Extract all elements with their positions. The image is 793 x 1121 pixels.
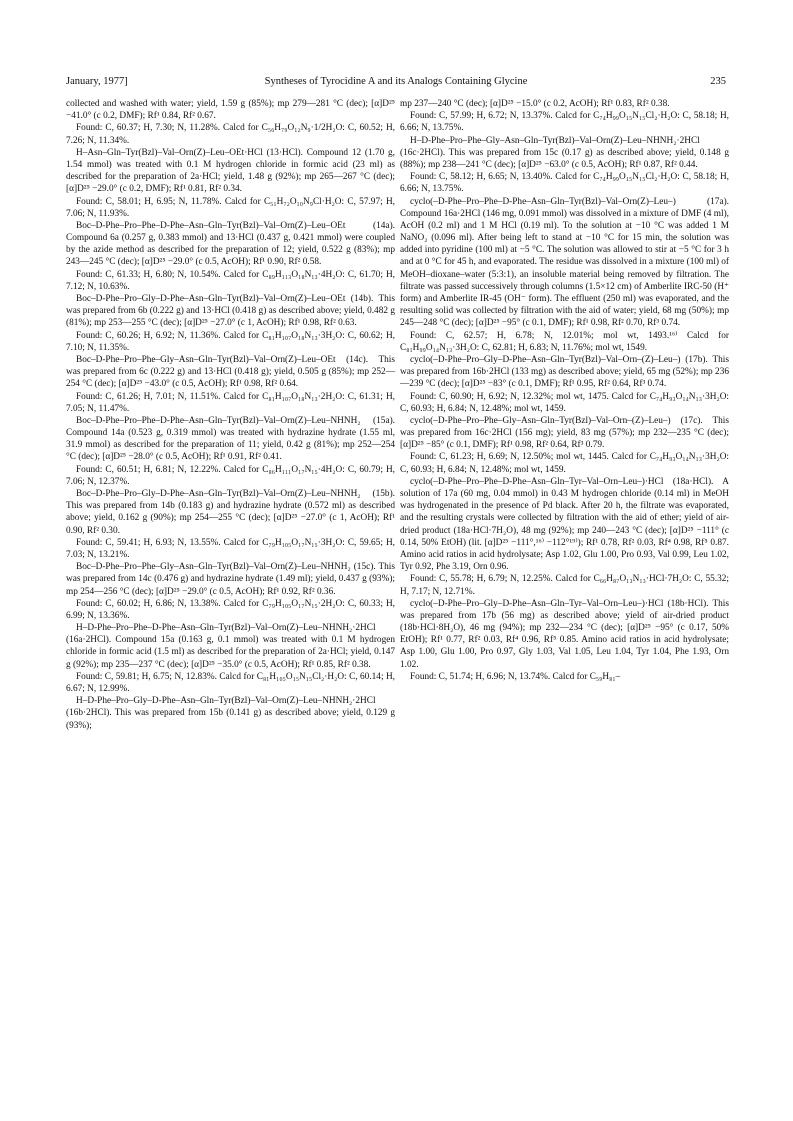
page-number: 235 <box>710 76 726 87</box>
right-column <box>400 98 729 683</box>
paragraph: H–D-Phe–Pro–Phe–Gly–Asn–Gln–Tyr(Bzl)–Val–Orn(Z)–Leu–NHNH₂·2HCl (16c·2HCl). This was prepared from 15c (0.17 g) as described above; yield, 0.148 g (88%); mp 238—241 °C (dec); [α]D²⁵ −63.0° (c 0.5, AcOH); Rf¹ 0.87, Rf² 0.44. <box>400 135 729 170</box>
paragraph: cyclo(–D-Phe–Pro–Phe–D-Phe–Asn–Gln–Tyr(Bzl)–Val–Orn(Z)–Leu–) (17a). Compound 16a·2HCl (146 mg, 0.091 mmol) was dissolved in a mixture of DMF (4 ml), AcOH (0.2 ml) and 1 M HCl (0.19 ml). To the solution at −10 °C was added 1 M NaNO₂ (0.096 ml). After being left to stand at −10 °C for 15 min, the solution was added into pyridine (100 ml) at −5 °C. The solution was allowed to stir at −5 °C for 3 h and at 0 °C for 45 h, and evaporated. The residue was dissolved in a mixture (100 ml) of MeOH–dioxane–water (5:3:1), an insoluble material being removed by filtration. The filtrate was passed successively through columns (1.5×12 cm) of Amberlite IRC-50 (H⁺ form) and Amberlite IR-45 (OH⁻ form). The effluent (250 ml) was evaporated, and the resulting solid was collected by filtration with the aid of water; yield, 68 mg (50%); mp 245—248 °C (dec); [α]D²⁵ −95° (c 0.1, DMF); Rf¹ 0.98, Rf² 0.70, Rf³ 0.74. <box>400 196 729 329</box>
paragraph: Boc–D-Phe–Pro–Phe–Gly–Asn–Gln–Tyr(Bzl)–Val–Orn(Z)–Leu–OEt (14c). This was prepared from 6c (0.222 g) and 13·HCl (0.418 g); yield, 0.505 g (85%); mp 252—254 °C (dec); [α]D²⁵ −43.0° (c 0.5, AcOH); Rf¹ 0.98, Rf² 0.64. <box>66 354 395 390</box>
paragraph: Found: C, 60.02; H, 6.86; N, 13.38%. Calcd for C₇₉H₁₀₅O₁₇N₁₅·2H₂O: C, 60.33; H, 6.99; N, 13.36%. <box>66 598 395 621</box>
paragraph: cyclo(–D-Phe–Pro–Gly–D-Phe–Asn–Gln–Tyr–Val–Orn–Leu–)·HCl (18b·HCl). This was prepared from 17b (56 mg) as described above; yield of air-dried product (18b·HCl·8H₂O), 46 mg (94%); mp 232—234 °C (dec); [α]D²⁵ −95° (c 0.17, 50% EtOH); Rf¹ 0.77, Rf² 0.03, Rf⁴ 0.96, Rf⁵ 0.85. Amino acid ratios in acid hydrolysate; Asp 1.00, Glu 1.00, Pro 0.97, Gly 1.03, Val 1.05, Leu 1.04, Tyr 1.04, Phe 1.93, Orn 1.02. <box>400 598 729 670</box>
paragraph: collected and washed with water; yield, 1.59 g (85%); mp 279—281 °C (dec); [α]D²⁵ −41.0° (c 0.2, DMF); Rf¹ 0.84, Rf² 0.67. <box>66 99 395 122</box>
paragraph: H–D-Phe–Pro–Phe–D-Phe–Asn–Gln–Tyr(Bzl)–Val–Orn(Z)–Leu–NHNH₂·2HCl (16a·2HCl). Compound 15a (0.163 g, 0.1 mmol) was treated with 0.1 M hydrogen chloride in formic acid (1.5 ml) as described for the preparation of 2a·HCl; yield, 0.147 g (92%); mp 235—237 °C (dec); [α]D²⁵ −35.0° (c 0.5, AcOH); Rf¹ 0.85, Rf² 0.38. <box>66 623 395 670</box>
paragraph: H–D-Phe–Pro–Gly–D-Phe–Asn–Gln–Tyr(Bzl)–Val–Orn(Z)–Leu–NHNH₂·2HCl (16b·2HCl). This was prepared from 15b (0.141 g) as described above; yield, 0.129 g (93%); <box>66 696 395 731</box>
paragraph: cyclo(–D-Phe–Pro–Gly–D-Phe–Asn–Gln–Tyr(Bzl)–Val–Orn–(Z)–Leu–) (17b). This was prepared from 16b·2HCl (133 mg) as described above; yield, 65 mg (52%); mp 236—239 °C (dec); [α]D²⁵ −83° (c 0.1, DMF); Rf¹ 0.95, Rf² 0.64, Rf³ 0.74. <box>400 354 729 390</box>
paragraph: cyclo(–D-Phe–Pro–Phe–D-Phe–Asn–Gln–Tyr–Val–Orn–Leu–)·HCl (18a·HCl). A solution of 17a (60 mg, 0.04 mmol) in 0.43 M hydrogen chloride (0.14 ml) in MeOH was hydrogenated in the presence of Pd black. After 20 h, the filtrate was evaporated, and the resulting crystals were collected by filtration with the aid of ether; yield of air-dried product (18a·HCl·7H₂O), 48 mg (92%); mp 240—243 °C (dec); [α]D²⁵ −111° (c 0.14, 50% EtOH) (lit. [α]D²⁵ −111°,¹⁶⁾ −112°¹⁹⁾); Rf¹ 0.78, Rf² 0.03, Rf⁴ 0.98, Rf⁵ 0.87. Amino acid ratios in acid hydrolysate; Asp 1.02, Glu 1.00, Pro 0.93, Val 0.99, Leu 1.02, Tyr 0.92, Phe 3.19, Orn 0.96. <box>400 476 729 573</box>
paragraph: Found: C, 60.26; H, 6.92; N, 11.36%. Calcd for C₈₁H₁₀₇O₁₈N₁₃·3H₂O: C, 60.62; H, 7.10; N, 11.35%. <box>66 330 395 353</box>
paragraph: Boc–D-Phe–Pro–Phe–D-Phe–Asn–Gln–Tyr(Bzl)–Val–Orn(Z)–Leu–OEt (14a). Compound 6a (0.257 g, 0.383 mmol) and 13·HCl (0.437 g, 0.421 mmol) were coupled by the azide method as described for the preparation of 12; yield, 0.522 g (83%); mp 243—245 °C (dec); [α]D²⁵ −29.0° (c 0.5, AcOH); Rf¹ 0.90, Rf² 0.58. <box>66 220 395 268</box>
paragraph: Found: C, 59.41; H, 6.93; N, 13.55%. Calcd for C₇₉H₁₀₅O₁₇N₁₅·3H₂O: C, 59.65; H, 7.03; N, 13.21%. <box>66 537 395 560</box>
left-column <box>66 98 395 732</box>
header-date: January, 1977] <box>66 76 128 87</box>
paragraph: Boc–D-Phe–Pro–Gly–D-Phe–Asn–Gln–Tyr(Bzl)–Val–Orn(Z)–Leu–NHNH₂ (15b). This was prepared from 14b (0.183 g) and hydrazine hydrate (0.572 ml) as described above; yield, 0.162 g (90%); mp 254—255 °C (dec); [α]D²⁵ −27.0° (c 1, AcOH); Rf¹ 0.90, Rf² 0.30. <box>66 489 395 536</box>
running-header <box>66 74 726 90</box>
paragraph: Found: C, 60.90; H, 6.92; N, 12.32%; mol wt, 1475. Calcd for C₇₄H₉₃O₁₄N₁₃·3H₂O: C, 60.93; H, 6.84; N, 12.48%; mol wt, 1459. <box>400 391 729 414</box>
paragraph: Found: C, 61.26; H, 7.01; N, 11.51%. Calcd for C₈₁H₁₀₇O₁₈N₁₃·2H₂O: C, 61.31; H, 7.05; N, 11.47%. <box>66 391 395 414</box>
paragraph: Found: C, 60.37; H, 7.30; N, 11.28%. Calcd for C₅₆H₇₉O₁₂N₉·1/2H₂O: C, 60.52; H, 7.26; N, 11.34%. <box>66 123 395 146</box>
paragraph: Found: C, 51.74; H, 6.96; N, 13.74%. Calcd for C₅₉H₈₁– <box>410 671 621 682</box>
paragraph: Boc–D-Phe–Pro–Phe–Gly–Asn–Gln–Tyr(Bzl)–Val–Orn(Z)–Leu–NHNH₂ (15c). This was prepared from 14c (0.476 g) and hydrazine hydrate (1.49 ml); yield, 0.437 g (93%); mp 254—256 °C (dec); [α]D²⁵ −29.0° (c 0.5, AcOH); Rf¹ 0.92, Rf² 0.36. <box>66 562 395 597</box>
paragraph: Found: C, 62.57; H, 6.78; N, 12.01%; mol wt, 1493.¹⁶⁾ Calcd for C₈₁H₉₉O₁₄N₁₃·3H₂O: C, 62.81; H, 6.83; N, 11.76%; mol wt, 1549. <box>400 330 729 353</box>
paragraph: Boc–D-Phe–Pro–Phe–D-Phe–Asn–Gln–Tyr(Bzl)–Val–Orn(Z)–Leu–NHNH₂ (15a). Compound 14a (0.523 g, 0.319 mmol) was treated with hydrazine hydrate (1.55 ml, 31.9 mmol) as described for the preparation of 11; yield, 0.42 g (81%); mp 252—254 °C (dec); [α]D²⁵ −28.0° (c 0.5, AcOH); Rf¹ 0.91, Rf² 0.41. <box>66 415 395 463</box>
paragraph: cyclo(–D-Phe–Pro–Phe–Gly–Asn–Gln–Tyr(Bzl)–Val–Orn–(Z)–Leu–) (17c). This was prepared from 16c·2HCl (156 mg); yield, 83 mg (57%); mp 232—235 °C (dec); [α]D²⁵ −85° (c 0.1, DMF); Rf¹ 0.98, Rf² 0.64, Rf³ 0.79. <box>400 415 729 451</box>
paragraph: Found: C, 61.23; H, 6.69; N, 12.50%; mol wt, 1445. Calcd for C₇₄H₉₃O₁₄N₁₃·3H₂O: C, 60.93; H, 6.84; N, 12.48%; mol wt, 1459. <box>400 452 729 475</box>
paragraph: Found: C, 58.01; H, 6.95; N, 11.78%. Calcd for C₅₁H₇₂O₁₀N₉Cl·H₂O: C, 57.97; H, 7.06; N, 11.93%. <box>66 196 395 219</box>
paragraph: Found: C, 55.78; H, 6.79; N, 12.25%. Calcd for C₆₆H₈₇O₁₃N₁₃·HCl·7H₂O: C, 55.32; H, 7.17; N, 12.71%. <box>400 574 729 597</box>
paragraph: Found: C, 58.12; H, 6.65; N, 13.40%. Calcd for C₇₄H₉₉O₁₅N₁₅Cl₂·H₂O: C, 58.18; H, 6.66; N, 13.75%. <box>400 172 729 195</box>
paragraph: mp 237—240 °C (dec); [α]D²⁵ −15.0° (c 0.2, AcOH); Rf¹ 0.83, Rf² 0.38. <box>400 99 670 109</box>
paragraph: Found: C, 57.99; H, 6.72; N, 13.37%. Calcd for C₇₄H₉₉O₁₅N₁₅Cl₂·H₂O: C, 58.18; H, 6.66; N, 13.75%. <box>400 111 729 134</box>
paragraph: Found: C, 60.51; H, 6.81; N, 12.22%. Calcd for C₈₆H₁₁₁O₁₇N₁₅·4H₂O: C, 60.79; H, 7.06; N, 12.37%. <box>66 464 395 487</box>
paragraph: Found: C, 59.81; H, 6.75; N, 12.83%. Calcd for C₈₁H₁₀₅O₁₅N₁₅Cl₂·H₂O: C, 60.14; H, 6.67; N, 12.99%. <box>66 671 395 694</box>
header-title: Syntheses of Tyrocidine A and its Analogs Containing Glycine <box>264 76 528 87</box>
paragraph: Found: C, 61.33; H, 6.80; N, 10.54%. Calcd for C₈₉H₁₁₃O₁₈N₁₃·4H₂O: C, 61.70; H, 7.12; N, 10.63%. <box>66 269 395 292</box>
paragraph: H–Asn–Gln–Tyr(Bzl)–Val–Orn(Z)–Leu–OEt·HCl (13·HCl). Compound 12 (1.70 g, 1.54 mmol) was treated with 0.1 M hydrogen chloride in formic acid (23 ml) as described for the preparation of 2a·HCl; yield, 1.48 g (92%); mp 265—267 °C (dec); [α]D²⁵ −29.0° (c 0.2, DMF); Rf¹ 0.81, Rf² 0.34. <box>66 147 395 195</box>
paragraph: Boc–D-Phe–Pro–Gly–D-Phe–Asn–Gln–Tyr(Bzl)–Val–Orn(Z)–Leu–OEt (14b). This was prepared from 6b (0.222 g) and 13·HCl (0.418 g) as described above; yield, 0.482 g (81%); mp 253—255 °C (dec); [α]D²⁵ −27.0° (c 1, AcOH); Rf¹ 0.98, Rf² 0.63. <box>66 294 395 329</box>
